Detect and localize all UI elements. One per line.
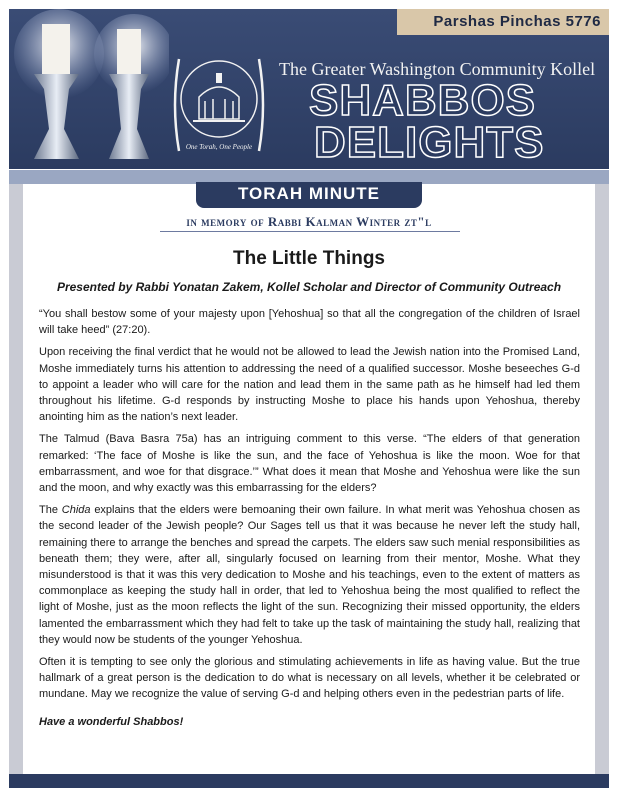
masthead-title-line1: SHABBOS	[309, 76, 537, 125]
masthead-banner	[9, 9, 609, 169]
memorial-dedication: in memory of Rabbi Kalman Winter zt"l	[186, 214, 432, 229]
parsha-tab	[397, 9, 609, 35]
paragraph-4	[39, 502, 580, 648]
paragraph-3: The Talmud (Bava Basra 75a) has an intriguing comment to this verse. “The elders of that generation remarked: ‘The face of Moshe is like the sun, and the face of Yehoshua is like the moon. Woe for that embarrassment, and woe for that disgrace.’” What does it mean that Moshe and Yehoshua were like the sun and the moon, and why exactly was this embarrassing for the elders?	[39, 433, 580, 495]
frame-bottom-border	[9, 774, 609, 788]
section-label: TORAH MINUTE	[237, 184, 380, 203]
kollel-name: The Greater Washington Community Kollel	[279, 59, 596, 79]
kollel-seal-logo	[171, 49, 267, 161]
closing-greeting: Have a wonderful Shabbos!	[39, 716, 184, 728]
paragraph-2: Upon receiving the final verdict that he would not be allowed to lead the Jewish nation into the Promised Land, Moshe immediately turns his attention to addressing the need of a qualified successor. Moshe beseeches G-d to appoint a leader who will care for the nation and lead them in the same path as he himself had led them throughout his lifetime. G-d responds by instructing Moshe to place his hands upon Yehoshua, thereby anointing him as the nation’s next leader.	[39, 346, 580, 424]
dedication-underline	[160, 231, 460, 232]
article-byline: Presented by Rabbi Yonatan Zakem, Kollel Scholar and Director of Community Outreach	[56, 280, 562, 294]
paragraph-4-lead: The	[39, 504, 62, 517]
frame-right-border	[595, 184, 609, 774]
article-body	[39, 306, 580, 709]
article-title: The Little Things	[233, 248, 385, 269]
paragraph-1: “You shall bestow some of your majesty upon [Yehoshua] so that all the congregation of the children of Israel will take heed” (27:20).	[39, 308, 580, 337]
candlesticks-illustration	[9, 9, 169, 169]
frame-left-border	[9, 184, 23, 774]
masthead-title-line2: DELIGHTS	[314, 118, 545, 167]
chida-reference: Chida	[61, 504, 91, 517]
seal-motto: One Torah, One People	[185, 143, 253, 151]
section-tab	[196, 182, 422, 208]
paragraph-4-text: explains that the elders were bemoaning their own failure. In what merit was Yehoshua chosen as the second leader of the Jewish people? Our Sages tell us that it was because he never left the study hall, remaining there to arrange the benches and spread the carpets. The elders saw such menial responsibilities as beneath them; they were, after all, singularly focused on learning from their mentor, Moshe. What they misunderstood is that it was this very dedication to Moshe and his teachings, even to the extent of matters as commonplace as keeping the study hall in order, that led to Yehoshua being the most qualified to reflect the light of Moshe, just as the moon reflects the light of the sun. Recognizing their missed opportunity, the elders lamented the embarrassment which they had felt to take up the task of maintaining the study hall, realizing that they would now be students of the younger Yehoshua.	[39, 504, 581, 646]
parsha-label: Parshas Pinchas 5776	[433, 13, 601, 30]
paragraph-5: Often it is tempting to see only the glorious and stimulating achievements in life as having value. But the true hallmark of a great person is the dedication to do what is necessary on all levels, whether it be celebrated or mundane. May we recognize the value of serving G-d and helping others even in the pedestrian parts of life.	[39, 656, 580, 701]
